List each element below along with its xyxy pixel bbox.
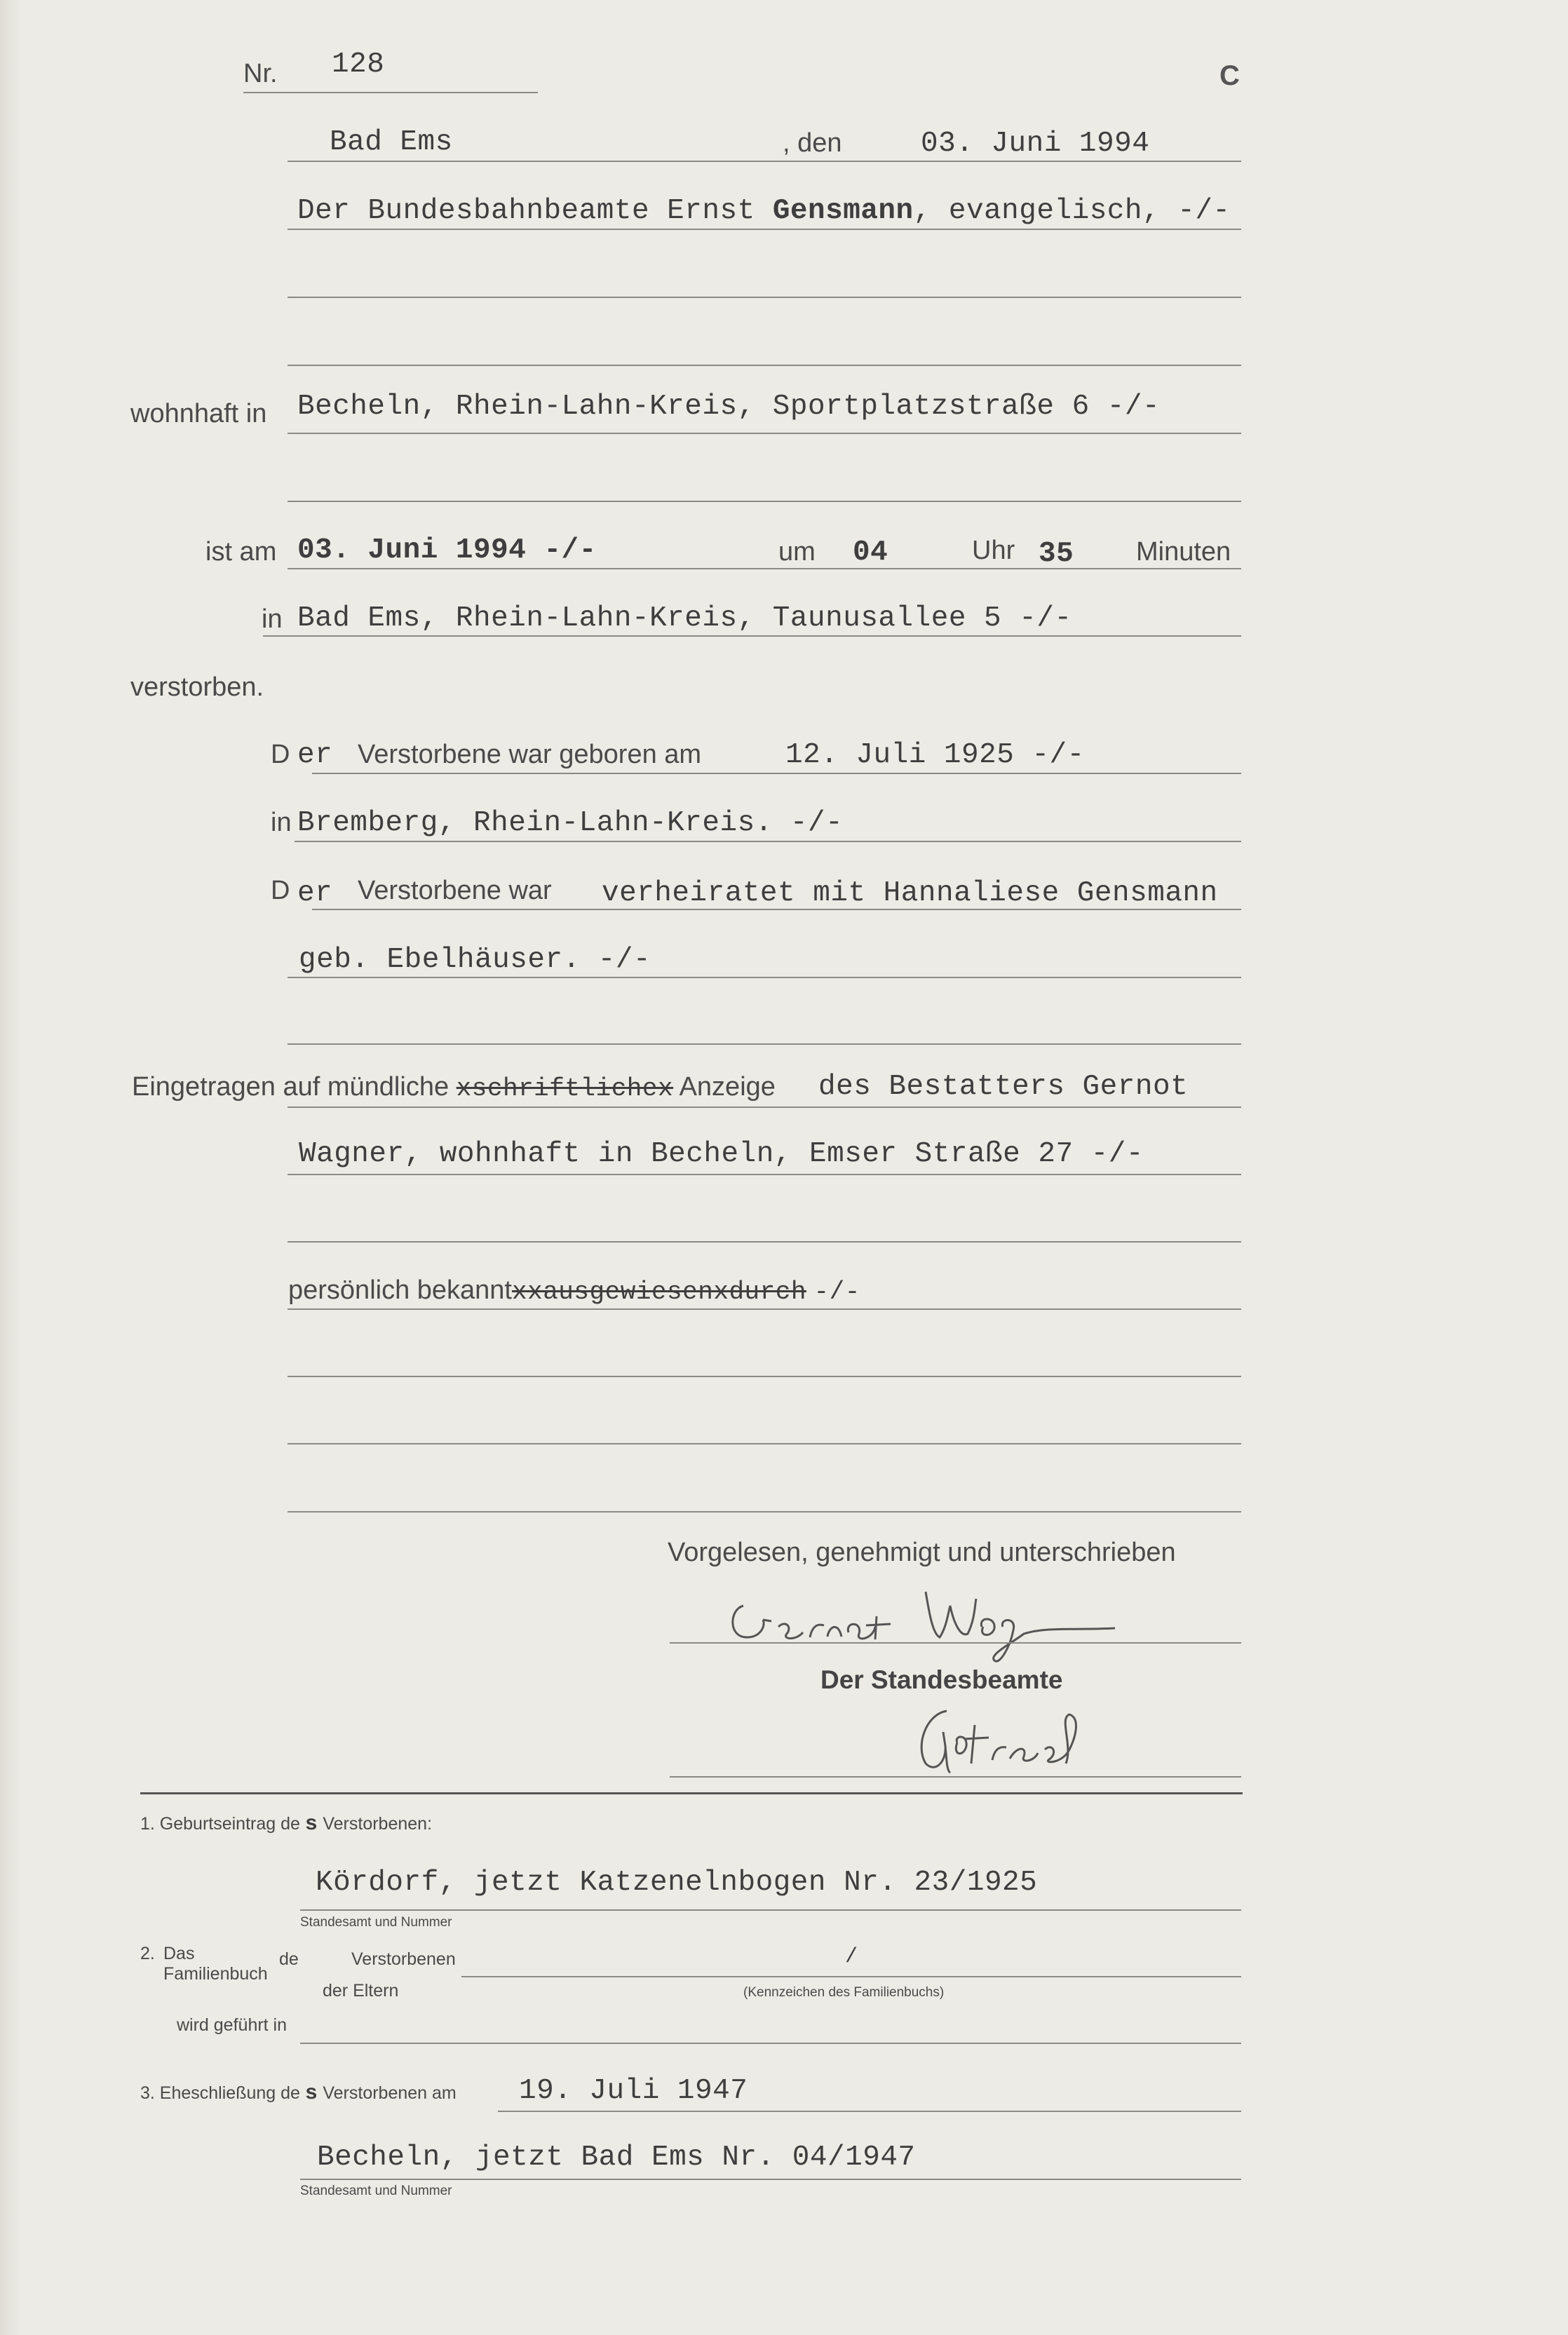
birth-place: Bremberg, Rhein-Lahn-Kreis. -/- — [297, 807, 844, 839]
blank-line-7 — [288, 1443, 1241, 1444]
death-in-label: in — [262, 604, 283, 634]
family-book-kept-line — [300, 2043, 1241, 2044]
signature-line-1 — [670, 1642, 1241, 1644]
family-book-caption: (Kennzeichen des Familienbuchs) — [743, 1985, 945, 2000]
marriage-status-line2: geb. Ebelhäuser. -/- — [299, 944, 651, 976]
residence-line — [288, 433, 1241, 434]
blank-line-1 — [288, 297, 1241, 298]
known-line — [288, 1308, 1241, 1310]
birth-entry-suffix: Verstorbenen: — [323, 1814, 433, 1834]
person-title-name: Der Bundesbahnbeamte Ernst — [297, 195, 773, 227]
birth-entry-caption: Standesamt und Nummer — [300, 1915, 452, 1930]
informant-line2: Wagner, wohnhaft in Becheln, Emser Straße 27 -/- — [299, 1138, 1144, 1170]
birth-d-fill: er — [297, 739, 333, 771]
registrar-signature — [905, 1697, 1115, 1781]
ist-am-label: ist am — [205, 537, 277, 567]
family-book-parents: der Eltern — [323, 1981, 399, 2001]
blank-line-6 — [288, 1376, 1241, 1377]
marriage-entry-date-line — [498, 2111, 1241, 2112]
um-label: um — [778, 537, 816, 567]
family-book-slash: / — [845, 1945, 858, 1969]
known-end: -/- — [813, 1278, 860, 1306]
death-place-line — [263, 635, 1241, 637]
den-label: , den — [783, 128, 842, 158]
place-date-line — [288, 161, 1241, 162]
person-line-rule — [288, 229, 1241, 230]
uhr-label: Uhr — [972, 536, 1015, 565]
blank-line-3 — [288, 501, 1241, 502]
verstorben-label: verstorben. — [130, 672, 264, 702]
registration-label-start: Eingetragen auf mündliche — [132, 1072, 450, 1102]
marriage-line-2 — [288, 977, 1241, 978]
blank-line-5 — [288, 1241, 1241, 1243]
person-religion: , evangelisch, -/- — [913, 195, 1231, 227]
death-time-line — [288, 568, 1241, 569]
person-line — [297, 197, 1231, 226]
registration-label — [132, 1074, 776, 1102]
death-minutes: 35 — [1039, 538, 1074, 570]
registrar-label: Der Standesbeamte — [820, 1665, 1063, 1694]
nr-line — [243, 92, 538, 93]
registration-line — [288, 1106, 1241, 1108]
family-book-label: Familienbuch — [163, 1964, 268, 1984]
birth-entry-prefix: 1. Geburtseintrag de — [140, 1814, 300, 1834]
marriage-entry-caption: Standesamt und Nummer — [300, 2184, 452, 2198]
death-hour: 04 — [853, 536, 888, 569]
minuten-label: Minuten — [1136, 537, 1231, 567]
birth-in-label: in — [271, 808, 292, 837]
marriage-entry-prefix: 3. Eheschließung de — [140, 2083, 300, 2103]
blank-line-4 — [288, 1043, 1241, 1045]
birth-place-line — [295, 841, 1241, 842]
informant-line1: des Bestatters Gernot — [818, 1071, 1189, 1103]
birth-text: Verstorbene war geboren am — [358, 740, 702, 769]
death-place: Bad Ems, Rhein-Lahn-Kreis, Taunusallee 5 -/- — [297, 602, 1072, 635]
family-book-kept-in: wird geführt in — [177, 2015, 288, 2035]
marriage-entry-value: Becheln, jetzt Bad Ems Nr. 04/1947 — [317, 2141, 916, 2174]
nr-label: Nr. — [243, 59, 278, 88]
blank-line-2 — [288, 365, 1241, 366]
marriage-text: Verstorbene war — [358, 876, 552, 905]
registration-label-end: Anzeige — [679, 1072, 776, 1102]
footer-separator — [140, 1792, 1243, 1794]
family-book-num: 2. — [140, 1944, 155, 1963]
birth-d-label: D — [271, 740, 290, 769]
registration-date: 03. Juni 1994 — [921, 128, 1150, 160]
registration-struck: xschriftlichex — [456, 1074, 674, 1103]
family-book-das: Das — [163, 1944, 195, 1963]
birth-line — [312, 773, 1241, 774]
birth-entry-line — [300, 1909, 1241, 1911]
known-label — [288, 1277, 860, 1305]
marriage-entry-line — [300, 2179, 1241, 2180]
informant-signature — [722, 1578, 1122, 1669]
birth-entry-label — [140, 1814, 432, 1835]
marriage-d-label: D — [271, 876, 290, 905]
page-edge — [0, 0, 20, 2335]
place-value: Bad Ems — [330, 126, 453, 158]
residence-label: wohnhaft in — [130, 399, 267, 428]
signature-line-2 — [670, 1776, 1241, 1778]
marriage-entry-suffix: Verstorbenen am — [323, 2083, 457, 2103]
person-surname: Gensmann — [772, 195, 914, 227]
family-book-de: de — [279, 1949, 299, 1969]
blank-line-8 — [288, 1511, 1241, 1512]
family-book-verstorbenen: Verstorbenen — [351, 1949, 456, 1969]
known-label-text: persönlich bekannt — [288, 1275, 512, 1305]
birth-entry-fill: s — [304, 1813, 318, 1836]
birth-date: 12. Juli 1925 -/- — [785, 739, 1085, 771]
marriage-status-line1: verheiratet mit Hannaliese Gensmann — [602, 877, 1218, 909]
marriage-entry-label — [140, 2083, 457, 2104]
birth-entry-value: Kördorf, jetzt Katzenelnbogen Nr. 23/1925 — [316, 1867, 1038, 1899]
marriage-d-fill: er — [297, 877, 333, 909]
marriage-entry-fill: s — [304, 2082, 318, 2106]
nr-value: 128 — [332, 48, 385, 81]
read-approved-label: Vorgelesen, genehmigt und unterschrieben — [668, 1538, 1176, 1567]
form-letter: C — [1219, 60, 1240, 91]
family-book-line — [461, 1976, 1241, 1977]
known-struck: xxausgewiesenxdurch — [512, 1278, 806, 1306]
marriage-entry-date: 19. Juli 1947 — [519, 2075, 748, 2107]
marriage-line-1 — [312, 909, 1241, 910]
death-date: 03. Juni 1994 -/- — [297, 534, 597, 567]
residence-value: Becheln, Rhein-Lahn-Kreis, Sportplatzstraße 6 -/- — [297, 391, 1161, 423]
informant-line — [288, 1174, 1241, 1175]
